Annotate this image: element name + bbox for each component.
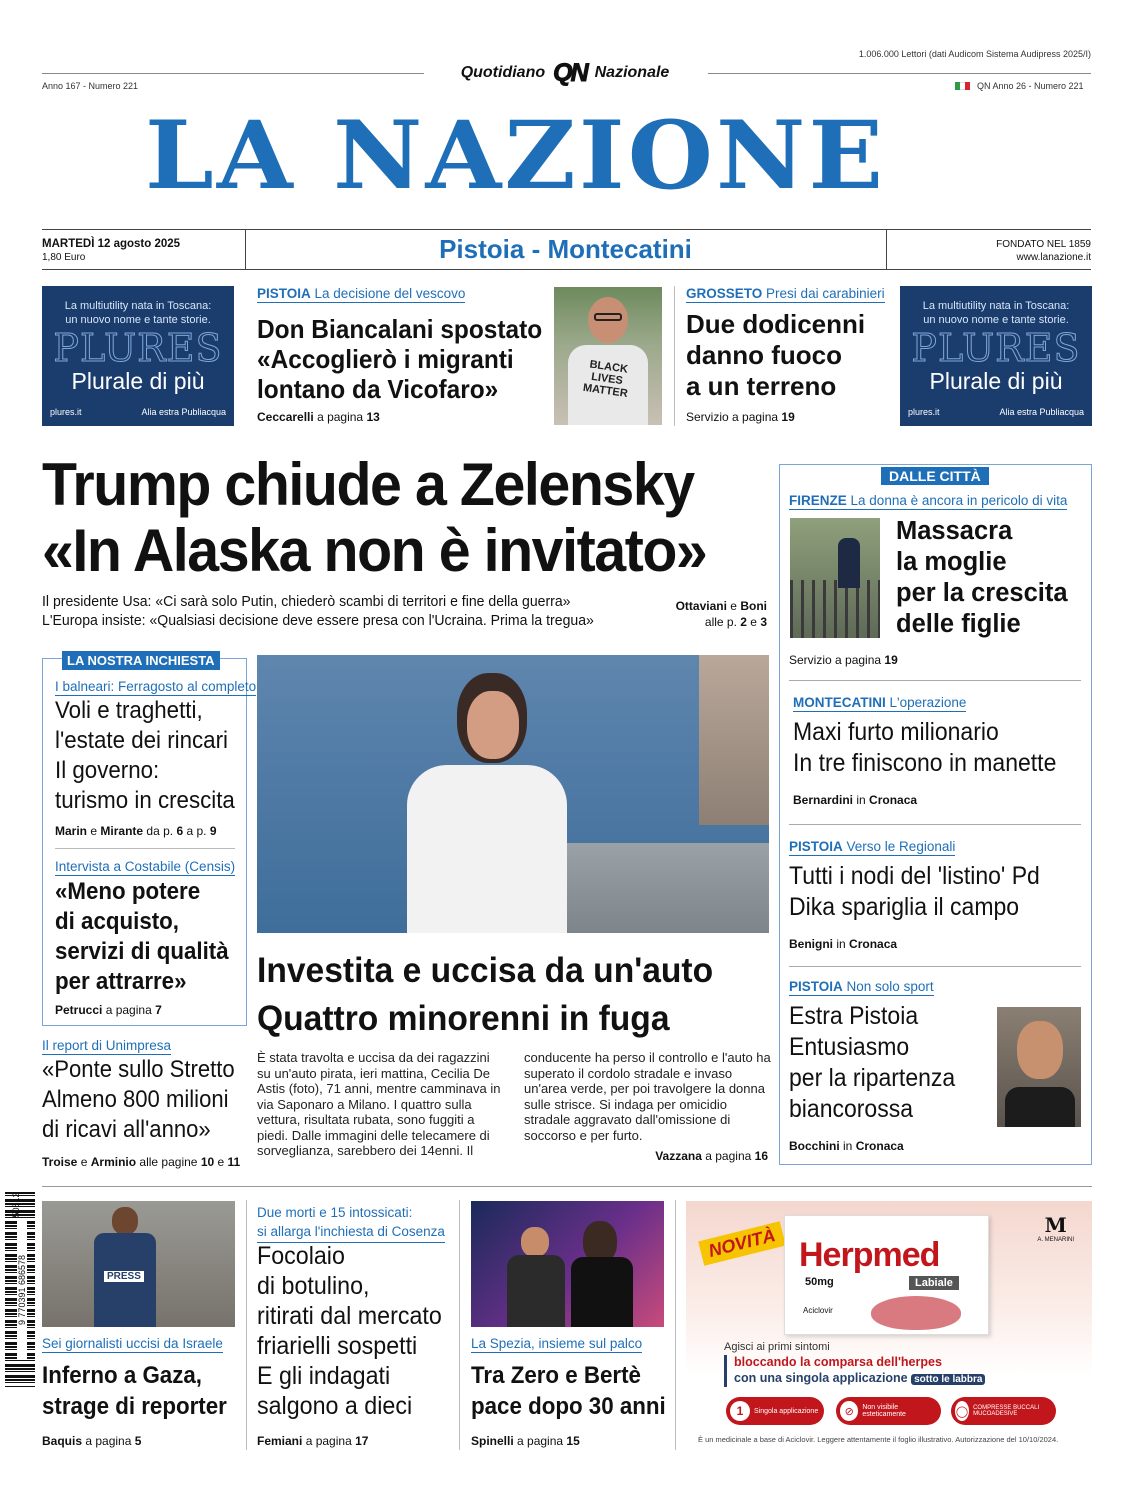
firenze-photo bbox=[790, 518, 880, 638]
montecatini-byline: Bernardini in Cronaca bbox=[793, 793, 918, 807]
plures-ad-line2: un nuovo nome e tante storie. bbox=[923, 314, 1069, 326]
plures-ad-line1: La multiutility nata in Toscana: bbox=[922, 300, 1070, 312]
montecatini-kicker: MONTECATINI L'operazione bbox=[793, 695, 967, 710]
inchiesta-author-2: Petrucci bbox=[55, 1003, 103, 1017]
black-lives-matter-shirt: BLACK LIVES MATTER bbox=[582, 358, 629, 400]
inchiesta-byline-2: Petrucci a pagina 7 bbox=[55, 1003, 162, 1017]
gaza-press-vest-label: PRESS bbox=[104, 1271, 144, 1282]
lead-subheadline bbox=[42, 593, 594, 631]
inchiesta-text-1-line1: Voli e traghetti, bbox=[55, 697, 203, 724]
inchiesta-kicker-1: I balneari: Ferragosto al completo bbox=[55, 679, 257, 694]
bottom-divider-2 bbox=[459, 1200, 460, 1450]
readers-note: 1.006.000 Lettori (dati Audicom Sistema Audipress 2025/I) bbox=[858, 49, 1091, 59]
inchiesta-author-1a: Marin bbox=[55, 824, 88, 838]
inchiesta-quote-line4: per attrarre» bbox=[55, 968, 187, 995]
inchiesta-quote[interactable] bbox=[55, 877, 229, 997]
lead-page-1: 2 bbox=[740, 615, 747, 629]
herpmed-pack bbox=[784, 1215, 989, 1335]
plures-site: plures.it bbox=[908, 407, 940, 417]
edition-bar-top bbox=[42, 229, 1091, 230]
lead-headline-line1: Trump chiude a Zelensky bbox=[42, 451, 694, 518]
gaza-headline[interactable]: Inferno a Gaza, strage di reporter bbox=[42, 1362, 227, 1420]
unimpresa-text-line3: di ricavi all'anno» bbox=[42, 1116, 211, 1143]
plures-partners: Alia estra Publiacqua bbox=[999, 407, 1084, 417]
dalle-citta-divider-2 bbox=[789, 824, 1081, 825]
unimpresa-text-line2: Almeno 800 milioni bbox=[42, 1086, 229, 1113]
inchiesta-badge: LA NOSTRA INCHIESTA bbox=[62, 651, 220, 670]
pistoia-regionali-headline[interactable]: Tutti i nodi del 'listino' Pd Dika spariglia il campo bbox=[789, 862, 1040, 921]
plures-tagline: Plurale di più bbox=[929, 368, 1063, 394]
lead-sub-1: Il presidente Usa: «Ci sarà solo Putin, chiederò scambi di territori e fine della guerra» bbox=[42, 594, 571, 610]
lead-pages-text: alle p. bbox=[704, 615, 737, 629]
milano-body-col2: conducente ha perso il controllo e l'auto ha superato il cordolo stradale e invaso un'area verde, per poi travolgere la donna sulle strisce. Si indaga per omicidio stradale aggravato dall'omissione di soccorso e per furto. bbox=[524, 1050, 771, 1143]
grosseto-kicker-city: GROSSETO bbox=[686, 286, 763, 301]
bottom-rule bbox=[42, 1186, 1092, 1187]
flag-icon bbox=[955, 82, 970, 90]
plures-ad-line1: La multiutility nata in Toscana: bbox=[64, 300, 212, 312]
biancalani-kicker-text: La decisione del vescovo bbox=[314, 286, 466, 301]
biancalani-headline-line2: «Accoglierò i migranti bbox=[257, 344, 514, 374]
lead-author-2: Boni bbox=[740, 599, 767, 613]
herpmed-feature-3: ◯ COMPRESSE BUCCALI MUCOADESIVE bbox=[951, 1397, 1056, 1425]
issue-price: 1,80 Euro bbox=[42, 252, 86, 263]
lead-author-1: Ottaviani bbox=[675, 599, 727, 613]
plures-ad-line2: un nuovo nome e tante storie. bbox=[65, 314, 211, 326]
pistoia-regionali-kicker: PISTOIA Verso le Regionali bbox=[789, 839, 956, 854]
lead-byline: Ottaviani e Boni alle p. 2 e 3 bbox=[675, 599, 767, 629]
gaza-byline: Baquis a pagina 5 bbox=[42, 1434, 142, 1448]
bottom-divider-1 bbox=[246, 1200, 247, 1450]
plures-ad-right[interactable] bbox=[900, 286, 1092, 426]
inchiesta-quote-line3: servizi di qualità bbox=[55, 938, 229, 965]
website-link[interactable]: www.lanazione.it bbox=[1016, 252, 1091, 263]
lead-page-2: 3 bbox=[760, 615, 767, 629]
herpmed-disclaimer: È un medicinale a base di Aciclovir. Leggere attentamente il foglio illustrativo. Autorizzazione del 10/10/2024. bbox=[698, 1435, 1059, 1444]
herpmed-lips-icon bbox=[871, 1296, 961, 1330]
inchiesta-quote-line1: «Meno potere bbox=[55, 878, 201, 905]
grosseto-kicker-text: Presi dai carabinieri bbox=[766, 286, 885, 301]
unimpresa-kicker: Il report di Unimpresa bbox=[42, 1038, 172, 1053]
inchiesta-byline-1: Marin e Mirante da p. 6 a p. 9 bbox=[55, 824, 217, 838]
milano-headline[interactable] bbox=[257, 947, 713, 1043]
herpmed-claim-1: Agisci ai primi sintomi bbox=[724, 1341, 830, 1353]
herpmed-novita-badge: NOVITÀ bbox=[698, 1221, 786, 1266]
herpmed-feature-2: ⊘ Non visibile esteticamente bbox=[836, 1397, 941, 1425]
qn-strip bbox=[430, 60, 700, 86]
biancalani-photo bbox=[554, 287, 662, 425]
biancalani-headline-line1: Don Biancalani spostato bbox=[257, 314, 543, 344]
herpmed-pack-small: Aciclovir bbox=[803, 1306, 833, 1315]
top-divider bbox=[674, 286, 675, 426]
zero-berte-byline: Spinelli a pagina 15 bbox=[471, 1434, 580, 1448]
barcode-issue-code: 50812 bbox=[11, 1192, 21, 1218]
unimpresa-text[interactable] bbox=[42, 1055, 235, 1145]
pistoia-regionali-byline: Benigni in Cronaca bbox=[789, 937, 898, 951]
edition-divider-right bbox=[886, 229, 887, 270]
inchiesta-author-1b: Mirante bbox=[100, 824, 144, 838]
grosseto-byline-text: Servizio a pagina bbox=[686, 410, 779, 424]
grosseto-headline[interactable] bbox=[686, 309, 865, 402]
inchiesta-divider bbox=[55, 848, 235, 849]
lead-headline-line2: «In Alaska non è invitato» bbox=[42, 517, 707, 584]
plures-partners: Alia estra Publiacqua bbox=[141, 407, 226, 417]
unimpresa-text-line1: «Ponte sullo Stretto bbox=[42, 1056, 235, 1083]
biancalani-headline[interactable] bbox=[257, 314, 542, 404]
biancalani-page: 13 bbox=[366, 410, 380, 424]
inchiesta-kicker-2: Intervista a Costabile (Censis) bbox=[55, 859, 236, 874]
grosseto-headline-line3: a un terreno bbox=[686, 371, 837, 401]
plures-ad-left[interactable] bbox=[42, 286, 234, 426]
biancalani-byline bbox=[257, 410, 380, 424]
pistoia-sport-byline: Bocchini in Cronaca bbox=[789, 1139, 904, 1153]
botulino-kicker: Due morti e 15 intossicati: si allarga l'inchiesta di Cosenza bbox=[257, 1204, 445, 1243]
plures-brand: PLURES bbox=[53, 326, 223, 370]
issue-number-right: QN Anno 26 - Numero 221 bbox=[977, 81, 1084, 91]
lead-and: e bbox=[730, 599, 737, 613]
gaza-kicker: Sei giornalisti uccisi da Israele bbox=[42, 1336, 223, 1351]
edition-bar-bottom bbox=[42, 269, 1091, 270]
milano-body-col1: È stata travolta e uccisa da dei ragazzini su un'auto pirata, ieri mattina, Cecilia De Astis (foto), 71 anni, mentre camminava in via Saponaro a Milano. I quattro sulla vettura, risultata rubata, sono fuggiti a piedi. Dalle immagini delle telecamere di sorveglianza, sarebbero dei 14enni. Il bbox=[257, 1050, 501, 1158]
biancalani-page-text: a pagina bbox=[317, 410, 364, 424]
grosseto-headline-line1: Due dodicenni bbox=[686, 309, 866, 339]
menarini-logo: M A. MENARINI bbox=[1037, 1213, 1074, 1243]
montecatini-headline[interactable]: Maxi furto milionario In tre finiscono in manette bbox=[793, 718, 1057, 777]
lead-sub-2: L'Europa insiste: «Qualsiasi decisione deve essere presa con l'Ucraina. Prima la tregua» bbox=[42, 613, 594, 629]
pistoia-sport-kicker: PISTOIA Non solo sport bbox=[789, 979, 934, 994]
zero-berte-headline[interactable]: Tra Zero e Bertè pace dopo 30 anni bbox=[471, 1362, 666, 1420]
firenze-byline: Servizio a pagina 19 bbox=[789, 653, 898, 667]
issue-number-left: Anno 167 - Numero 221 bbox=[42, 81, 139, 91]
eye-off-icon: ⊘ bbox=[840, 1401, 858, 1421]
biancalani-kicker-city: PISTOIA bbox=[257, 286, 311, 301]
zero-berte-photo bbox=[471, 1201, 664, 1327]
plures-brand: PLURES bbox=[911, 326, 1081, 370]
plures-tagline: Plurale di più bbox=[71, 368, 205, 394]
dalle-citta-divider-3 bbox=[789, 966, 1081, 967]
issue-date: MARTEDÌ 12 agosto 2025 bbox=[42, 238, 181, 250]
dalle-citta-divider-1 bbox=[789, 680, 1081, 681]
herpmed-claim-3: con una singola applicazione sotto le labbra bbox=[734, 1371, 985, 1385]
lead-headline[interactable] bbox=[42, 452, 772, 584]
quotidiano-label: Quotidiano bbox=[460, 64, 546, 81]
biancalani-author: Ceccarelli bbox=[257, 410, 314, 424]
botulino-byline: Femiani a pagina 17 bbox=[257, 1434, 369, 1448]
masthead-rule-left bbox=[42, 73, 424, 74]
grosseto-headline-line2: danno fuoco bbox=[686, 340, 842, 370]
herpmed-feature-1: 1 Singola applicazione bbox=[726, 1397, 824, 1425]
founded-note: FONDATO NEL 1859 bbox=[996, 239, 1091, 250]
biancalani-headline-line3: lontano da Vicofaro» bbox=[257, 374, 499, 404]
herpmed-labiale: Labiale bbox=[909, 1276, 959, 1290]
herpmed-brand: Herpmed bbox=[799, 1236, 940, 1274]
nazionale-label: Nazionale bbox=[594, 64, 670, 81]
herpmed-ad[interactable] bbox=[686, 1201, 1092, 1449]
gaza-photo bbox=[42, 1201, 235, 1327]
grosseto-page: 19 bbox=[781, 410, 795, 424]
herpmed-claim-2: bloccando la comparsa dell'herpes bbox=[734, 1355, 942, 1369]
unimpresa-byline: Troise e Arminio alle pagine 10 e 11 bbox=[42, 1155, 241, 1169]
pistoia-sport-headline[interactable]: Estra Pistoia Entusiasmo per la ripartenza biancorossa bbox=[789, 1002, 956, 1123]
herpmed-dose: 50mg bbox=[805, 1276, 834, 1288]
inchiesta-text-1[interactable] bbox=[55, 696, 235, 816]
zero-berte-kicker: La Spezia, insieme sul palco bbox=[471, 1336, 643, 1351]
inchiesta-quote-line2: di acquisto, bbox=[55, 908, 180, 935]
tablet-icon: ◯ bbox=[955, 1401, 969, 1421]
botulino-headline[interactable]: Focolaio di botulino, ritirati dal mercato friarielli sospetti E gli indagati salgono a dieci bbox=[257, 1242, 442, 1420]
bottom-divider-3 bbox=[675, 1200, 676, 1450]
biancalani-kicker bbox=[257, 285, 465, 303]
inchiesta-text-1-line3: Il governo: bbox=[55, 757, 160, 784]
milano-headline-line1: Investita e uccisa da un'auto bbox=[257, 951, 714, 990]
qn-logo: QN bbox=[553, 58, 587, 87]
firenze-kicker: FIRENZE La donna è ancora in pericolo di vita bbox=[789, 493, 1068, 508]
inchiesta-text-1-line4: turismo in crescita bbox=[55, 787, 235, 814]
milano-byline: Vazzana a pagina 16 bbox=[655, 1149, 768, 1163]
inchiesta-text-1-line2: l'estate dei rincari bbox=[55, 727, 228, 754]
pistoia-coach-photo bbox=[997, 1007, 1081, 1127]
firenze-headline[interactable]: Massacra la moglie per la crescita delle figlie bbox=[896, 517, 1068, 638]
grosseto-kicker bbox=[686, 285, 885, 303]
milano-victim-photo bbox=[257, 655, 769, 933]
newspaper-logo: LA NAZIONE bbox=[145, 101, 887, 211]
masthead-rule-right bbox=[708, 73, 1091, 74]
plures-site: plures.it bbox=[50, 407, 82, 417]
edition-name: Pistoia - Montecatini bbox=[439, 234, 692, 264]
milano-headline-line2: Quattro minorenni in fuga bbox=[257, 999, 670, 1038]
grosseto-byline bbox=[686, 410, 795, 424]
dalle-citta-badge: DALLE CITTÀ bbox=[881, 467, 989, 485]
barcode-digits: 9 770391 686578 bbox=[17, 1220, 27, 1360]
